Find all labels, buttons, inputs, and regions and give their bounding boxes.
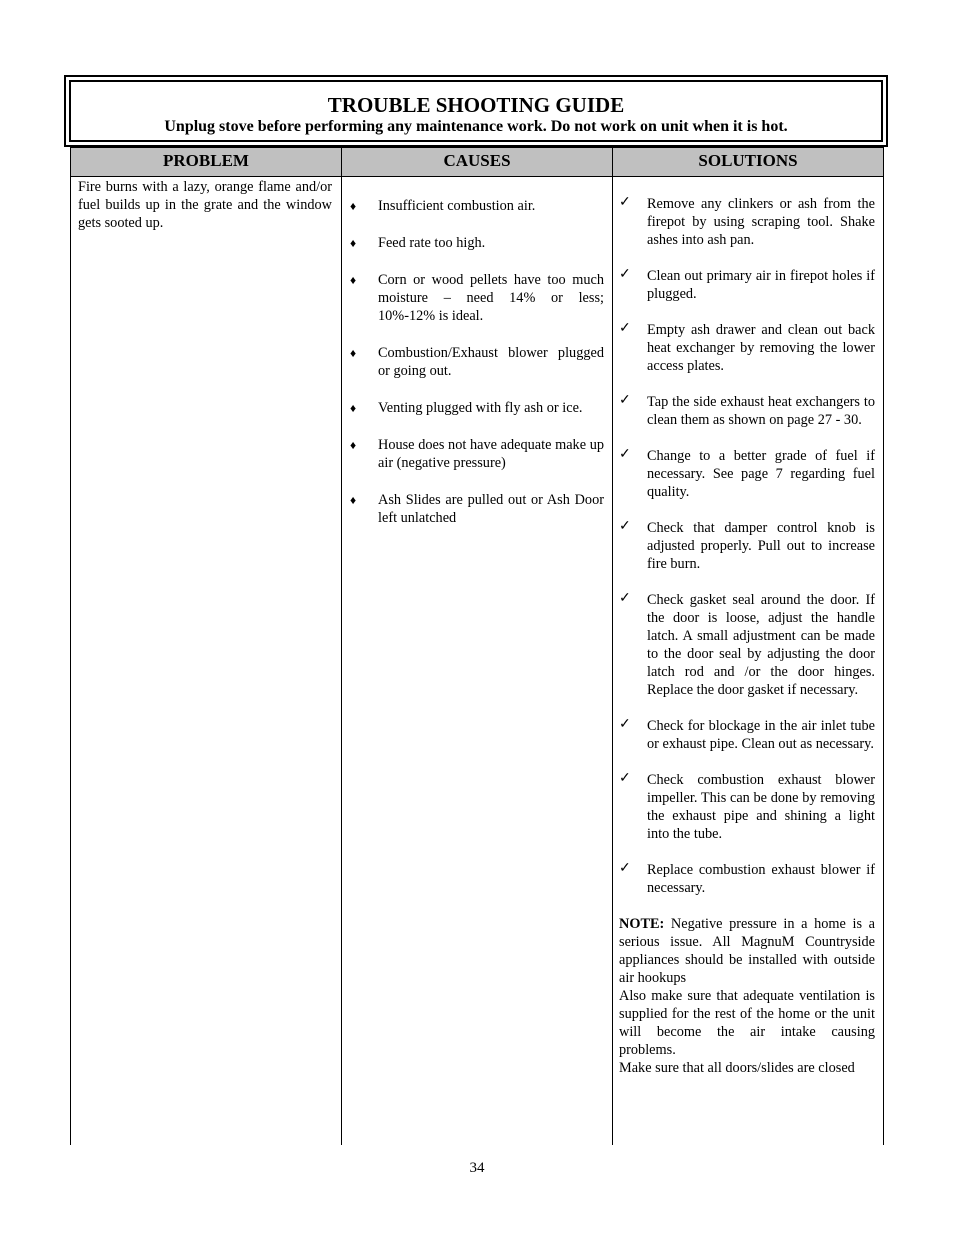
list-item [619, 195, 875, 249]
troubleshooting-table [70, 147, 884, 1145]
list-item [350, 234, 604, 252]
note-block [619, 915, 875, 1077]
list-item [619, 447, 875, 501]
checkmark-icon: ✓ [619, 717, 631, 732]
diamond-bullet-icon: ♦ [350, 273, 357, 287]
list-item [350, 399, 604, 417]
cause-text: Feed rate too high. [378, 235, 486, 251]
cause-text: House does not have adequate make up air (negative pressure) [378, 437, 604, 471]
list-item [350, 344, 604, 380]
table-border-left [70, 147, 71, 1145]
column-header-causes: CAUSES [341, 147, 613, 177]
diamond-bullet-icon: ♦ [350, 438, 357, 452]
diamond-bullet-icon: ♦ [350, 346, 357, 360]
note-text: Negative pressure in a home is a serious issue. All MagnuM Countryside appliances should be installed with outside air hookups [619, 916, 875, 986]
list-item [619, 861, 875, 897]
checkmark-icon: ✓ [619, 393, 631, 408]
checkmark-icon: ✓ [619, 771, 631, 786]
list-item [619, 519, 875, 573]
column-header-solutions: SOLUTIONS [612, 147, 884, 177]
solution-text: Remove any clinkers or ash from the firepot by using scraping tool. Shake ashes into ash pan. [647, 196, 875, 248]
column-header-problem: PROBLEM [70, 147, 342, 177]
list-item [619, 771, 875, 843]
table-border-right [883, 147, 884, 1145]
cause-text: Ash Slides are pulled out or Ash Door left unlatched [378, 492, 604, 526]
checkmark-icon: ✓ [619, 267, 631, 282]
diamond-bullet-icon: ♦ [350, 199, 357, 213]
solution-text: Clean out primary air in firepot holes if plugged. [647, 268, 875, 302]
checkmark-icon: ✓ [619, 447, 631, 462]
causes-list [350, 197, 604, 546]
list-item [350, 491, 604, 527]
safety-warning: Unplug stove before performing any maintenance work. Do not work on unit when it is hot. [164, 118, 788, 135]
column-divider [612, 147, 613, 1145]
list-item [619, 321, 875, 375]
solution-text: Check that damper control knob is adjusted properly. Pull out to increase fire burn. [647, 520, 875, 572]
checkmark-icon: ✓ [619, 321, 631, 336]
checkmark-icon: ✓ [619, 591, 631, 606]
solution-text: Check gasket seal around the door. If the door is loose, adjust the handle latch. A small adjustment can be made to the door seal by adjusting the door latch rod and /or the door hinges. Replace the door gasket if necessary. [647, 592, 875, 698]
note-text: Make sure that all doors/slides are closed [619, 1060, 855, 1076]
page-number: 34 [469, 1160, 485, 1176]
list-item [350, 271, 604, 325]
list-item [619, 393, 875, 429]
title-box [64, 75, 888, 147]
diamond-bullet-icon: ♦ [350, 401, 357, 415]
title-inner-frame [69, 80, 883, 142]
checkmark-icon: ✓ [619, 195, 631, 210]
checkmark-icon: ✓ [619, 519, 631, 534]
solution-text: Change to a better grade of fuel if necessary. See page 7 regarding fuel quality. [647, 448, 875, 500]
cause-text: Venting plugged with fly ash or ice. [378, 400, 583, 416]
list-item [350, 436, 604, 472]
diamond-bullet-icon: ♦ [350, 493, 357, 507]
solutions-list [619, 195, 875, 1077]
diamond-bullet-icon: ♦ [350, 236, 357, 250]
cause-text: Corn or wood pellets have too much moisture – need 14% or less; 10%-12% is ideal. [378, 272, 604, 324]
cause-text: Combustion/Exhaust blower plugged or going out. [378, 345, 604, 379]
note-label: NOTE: [619, 916, 665, 932]
page-title: TROUBLE SHOOTING GUIDE [327, 93, 625, 117]
solution-text: Empty ash drawer and clean out back heat exchanger by removing the lower access plates. [647, 322, 875, 374]
list-item [619, 717, 875, 753]
column-divider [341, 147, 342, 1145]
problem-cell [78, 178, 332, 232]
list-item [619, 591, 875, 699]
list-item [350, 197, 604, 215]
solution-text: Replace combustion exhaust blower if necessary. [647, 862, 875, 896]
solution-text: Check combustion exhaust blower impeller. This can be done by removing the exhaust pipe and shining a light into the tube. [647, 772, 875, 842]
problem-text: Fire burns with a lazy, orange flame and/or fuel builds up in the grate and the window gets sooted up. [78, 179, 332, 231]
solution-text: Check for blockage in the air inlet tube or exhaust pipe. Clean out as necessary. [647, 718, 875, 752]
list-item [619, 267, 875, 303]
solution-text: Tap the side exhaust heat exchangers to clean them as shown on page 27 - 30. [647, 394, 875, 428]
cause-text: Insufficient combustion air. [378, 198, 536, 214]
checkmark-icon: ✓ [619, 861, 631, 876]
note-text: Also make sure that adequate ventilation is supplied for the rest of the home or the unit will become the air intake causing problems. [619, 988, 875, 1058]
